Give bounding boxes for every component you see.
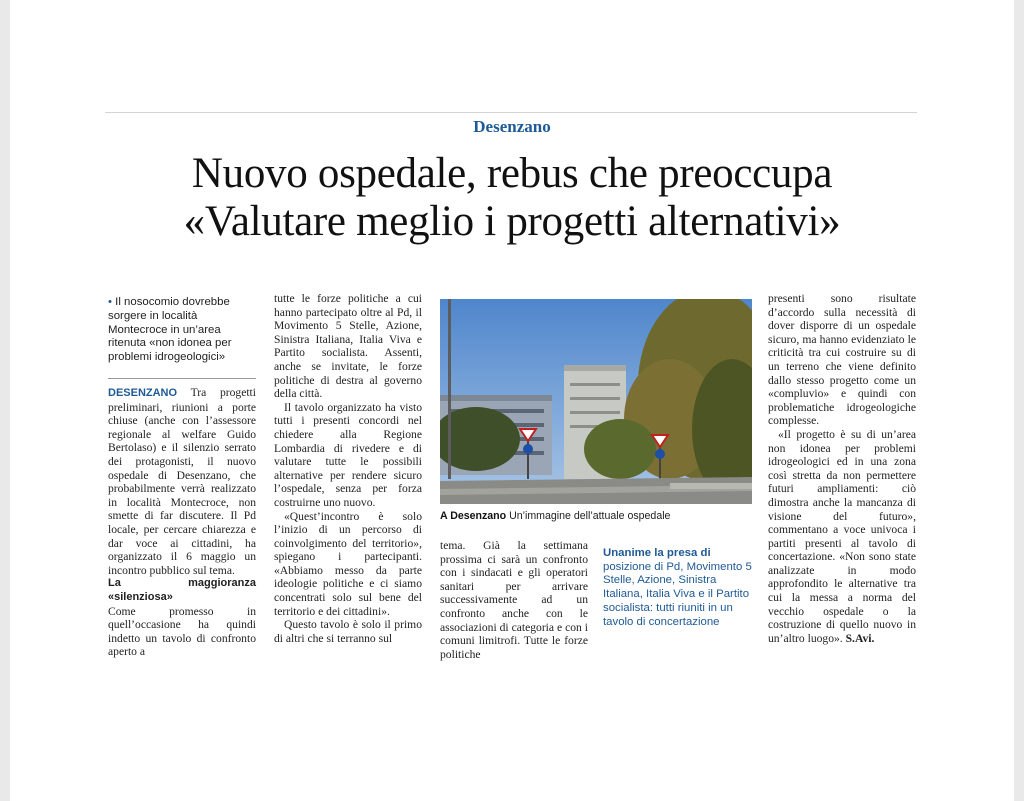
caption-place: A Desenzano — [440, 510, 507, 522]
col2-paragraph-3: «Quest’incontro è solo l’inizio di un percorso di coinvolgimento del territorio», spiegano i partecipanti. «Abbiamo messo da parte ideologie politiche e ci siamo concentrati solo sul bene del territorio e dei cittadini». — [274, 509, 422, 618]
col4-paragraph-1: presenti sono risultate d’accordo sulla necessità di dover disporre di un ospedale sicuro, ma hanno evidenziato le criticità tra cui costruire su di un terreno che viene definito dallo stesso progetto come un «compluvio» e quindi con problematiche idrogeologiche complesse. — [768, 292, 916, 428]
summary-text: Il nosocomio dovrebbe sorgere in località Montecroce in un’area ritenuta «non idonea per problemi idrogeologici» — [108, 296, 232, 364]
col1-paragraph-1: Tra progetti preliminari, riunioni a porte chiuse (anche con l’assessore regionale al welfare Guido Bertolaso) e il silenzio serrato dei protagonisti, il nuovo ospedale di Desenzano, che probabilmente verrà realizzato in località Montecroce, non smette di far discutere. Il Pd locale, per cercare chiarezza e dar voce ai cittadini, ha organizzato il 6 maggio un incontro pubblico sul tema. — [108, 386, 256, 577]
summary-rule — [108, 378, 256, 379]
dateline: DESENZANO — [108, 387, 178, 399]
column-3 — [440, 539, 588, 661]
col1-paragraph-2: Come promesso in quell’occasione ha quindi indetto un tavolo di confronto aperto a — [108, 604, 256, 659]
subheading: La maggioranza «silenziosa» — [108, 577, 256, 603]
col2-paragraph-4: Questo tavolo è solo il primo di altri che si terranno sul — [274, 618, 422, 645]
caption-text: Un’immagine dell’attuale ospedale — [509, 510, 671, 522]
headline-line-2: «Valutare meglio i progetti alternativi» — [183, 198, 841, 245]
col4-paragraph-2: «Il progetto è su di un’area non idonea per problemi idrogeologici ed in una zona così stretta da non permettere futuri ampliamenti: ciò dimostra anche la mancanza di visione del futuro», commentano a voce univoca i partiti presenti al tavolo di concertazione. «Non sono state analizzate in modo approfondito le alternative tra cui la messa a norma del vecchio ospedale o la costruzione di quello nuovo in un’altro luogo». — [768, 427, 916, 645]
col2-paragraph-1: tutte le forze politiche a cui hanno partecipato oltre al Pd, il Movimento 5 Stelle, Azione, Sinistra Italiana, Italia Viva e Partito socialista. Assenti, anche se invitate, le forze politiche di destra al governo della città. — [274, 292, 422, 401]
pull-quote — [603, 547, 753, 629]
pull-quote-text: posizione di Pd, Movimento 5 Stelle, Azione, Sinistra Italiana, Italia Viva e il Partito socialista: tutti riuniti in un tavolo di concertazione — [603, 560, 752, 628]
bullet-icon: • — [108, 296, 112, 308]
col3-paragraph-1: tema. Già la settimana prossima ci sarà un confronto con i sindacati e gli operatori sanitari per arrivare successivamente ad un confronto anche con le associazioni di categoria e con i comuni limitrofi. Tutte le forze politiche — [440, 539, 588, 661]
pull-quote-bold: Unanime la presa di — [603, 547, 711, 559]
column-4 — [768, 292, 916, 645]
author-signature: S.Avi. — [845, 631, 875, 645]
section-kicker: Desenzano — [473, 117, 551, 136]
headline-line-1: Nuovo ospedale, rebus che preoccupa — [191, 150, 833, 197]
photo-caption — [440, 510, 760, 522]
column-2 — [274, 292, 422, 645]
hospital-photo-illustration — [440, 299, 752, 504]
headline — [0, 150, 1024, 246]
top-rule — [105, 112, 917, 113]
hospital-photo — [440, 299, 752, 504]
summary-box — [108, 296, 256, 365]
col2-paragraph-2: Il tavolo organizzato ha visto tutti i presenti concordi nel chiedere alla Regione Lombardia di rivedere e di valutare tutte le possibili alternative per rendere sicuro l’ospedale, senza per forza costruirne uno nuovo. — [274, 400, 422, 509]
column-1 — [108, 386, 256, 659]
